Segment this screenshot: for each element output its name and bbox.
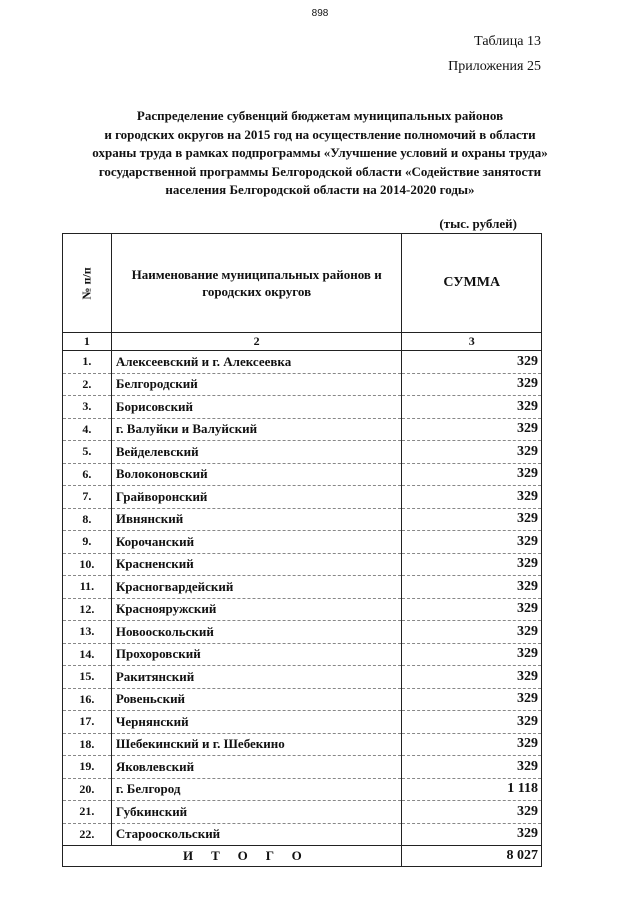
- row-number: 6.: [63, 463, 112, 486]
- row-name: Белгородский: [111, 373, 402, 396]
- title-line: населения Белгородской области на 2014-2020 годы»: [165, 182, 475, 197]
- total-sum: 8 027: [402, 846, 542, 867]
- units-label: (тыс. рублей): [439, 216, 517, 231]
- column-index: 2: [111, 333, 402, 351]
- row-sum: 329: [402, 576, 542, 599]
- row-sum: 329: [402, 508, 542, 531]
- title-line: охраны труда в рамках подпрограммы «Улучшение условий и охраны труда»: [92, 145, 548, 160]
- row-sum: 329: [402, 688, 542, 711]
- row-name: Яковлевский: [111, 756, 402, 779]
- row-sum: 329: [402, 396, 542, 419]
- table-row: [63, 531, 542, 554]
- row-sum: 329: [402, 351, 542, 374]
- row-sum: 329: [402, 711, 542, 734]
- table-row: [63, 666, 542, 689]
- row-number: 19.: [63, 756, 112, 779]
- row-number: 2.: [63, 373, 112, 396]
- table-row: [63, 351, 542, 374]
- row-name: Ракитянский: [111, 666, 402, 689]
- total-row: [63, 846, 542, 867]
- table-row: [63, 621, 542, 644]
- title-line: государственной программы Белгородской области «Содействие занятости: [98, 163, 542, 179]
- column-index: 3: [402, 333, 542, 351]
- row-number: 15.: [63, 666, 112, 689]
- table-row: [63, 733, 542, 756]
- header-name: [111, 234, 402, 333]
- table-label: Таблица 13: [474, 34, 541, 49]
- header-number-label: № п/п: [79, 266, 94, 300]
- row-sum: 329: [402, 598, 542, 621]
- row-number: 3.: [63, 396, 112, 419]
- row-number: 8.: [63, 508, 112, 531]
- appendix-label: Приложения 25: [448, 59, 541, 74]
- page-number: 898: [311, 8, 329, 19]
- row-name: Ивнянский: [111, 508, 402, 531]
- row-name: Алексеевский и г. Алексеевка: [111, 351, 402, 374]
- header-name-line: Наименование муниципальных районов и: [131, 267, 382, 282]
- row-sum: 329: [402, 441, 542, 464]
- document-title: [60, 107, 580, 200]
- row-sum: 1 118: [402, 778, 542, 801]
- row-sum: 329: [402, 823, 542, 846]
- row-name: Вейделевский: [111, 441, 402, 464]
- row-number: 17.: [63, 711, 112, 734]
- row-sum: 329: [402, 801, 542, 824]
- row-number: 5.: [63, 441, 112, 464]
- row-sum: 329: [402, 643, 542, 666]
- row-name: Шебекинский и г. Шебекино: [111, 733, 402, 756]
- table-row: [63, 463, 542, 486]
- title-line: и городских округов на 2015 год на осуществление полномочий в области: [104, 126, 536, 142]
- table-row: [63, 688, 542, 711]
- row-name: Грайворонский: [111, 486, 402, 509]
- row-sum: 329: [402, 621, 542, 644]
- title-line: Распределение субвенций бюджетам муниципальных районов: [136, 108, 504, 123]
- row-name: Прохоровский: [111, 643, 402, 666]
- row-name: Старооскольский: [111, 823, 402, 846]
- row-number: 21.: [63, 801, 112, 824]
- row-sum: 329: [402, 486, 542, 509]
- table-header-row: [63, 234, 542, 333]
- header-number: [63, 234, 112, 333]
- row-number: 4.: [63, 418, 112, 441]
- table-row: [63, 643, 542, 666]
- row-number: 22.: [63, 823, 112, 846]
- row-sum: 329: [402, 666, 542, 689]
- row-number: 12.: [63, 598, 112, 621]
- table-row: [63, 576, 542, 599]
- table-body: [63, 351, 542, 846]
- row-name: Борисовский: [111, 396, 402, 419]
- row-number: 20.: [63, 778, 112, 801]
- row-sum: 329: [402, 418, 542, 441]
- row-name: Ровеньский: [111, 688, 402, 711]
- row-number: 13.: [63, 621, 112, 644]
- row-sum: 329: [402, 553, 542, 576]
- row-sum: 329: [402, 733, 542, 756]
- row-name: Корочанский: [111, 531, 402, 554]
- table-row: [63, 756, 542, 779]
- table-row: [63, 778, 542, 801]
- row-name: Краснояружский: [111, 598, 402, 621]
- row-number: 14.: [63, 643, 112, 666]
- table-row: [63, 486, 542, 509]
- row-sum: 329: [402, 373, 542, 396]
- row-number: 7.: [63, 486, 112, 509]
- table-row: [63, 441, 542, 464]
- row-name: Губкинский: [111, 801, 402, 824]
- table-row: [63, 508, 542, 531]
- row-name: Волоконовский: [111, 463, 402, 486]
- row-sum: 329: [402, 463, 542, 486]
- row-name: Красногвардейский: [111, 576, 402, 599]
- row-name: Красненский: [111, 553, 402, 576]
- row-sum: 329: [402, 756, 542, 779]
- table-row: [63, 823, 542, 846]
- table-row: [63, 373, 542, 396]
- row-number: 11.: [63, 576, 112, 599]
- row-name: г. Белгород: [111, 778, 402, 801]
- table-row: [63, 598, 542, 621]
- row-number: 10.: [63, 553, 112, 576]
- header-name-line: городских округов: [202, 284, 312, 299]
- table-row: [63, 418, 542, 441]
- column-index-row: [63, 333, 542, 351]
- column-index: 1: [63, 333, 112, 351]
- row-sum: 329: [402, 531, 542, 554]
- row-number: 18.: [63, 733, 112, 756]
- header-sum: СУММА: [402, 234, 542, 333]
- total-label: ИТОГО: [63, 846, 402, 867]
- row-number: 1.: [63, 351, 112, 374]
- row-name: г. Валуйки и Валуйский: [111, 418, 402, 441]
- row-number: 16.: [63, 688, 112, 711]
- table-row: [63, 801, 542, 824]
- table-row: [63, 711, 542, 734]
- table-row: [63, 396, 542, 419]
- row-number: 9.: [63, 531, 112, 554]
- row-name: Чернянский: [111, 711, 402, 734]
- row-name: Новооскольский: [111, 621, 402, 644]
- subvention-table: [62, 233, 542, 867]
- table-row: [63, 553, 542, 576]
